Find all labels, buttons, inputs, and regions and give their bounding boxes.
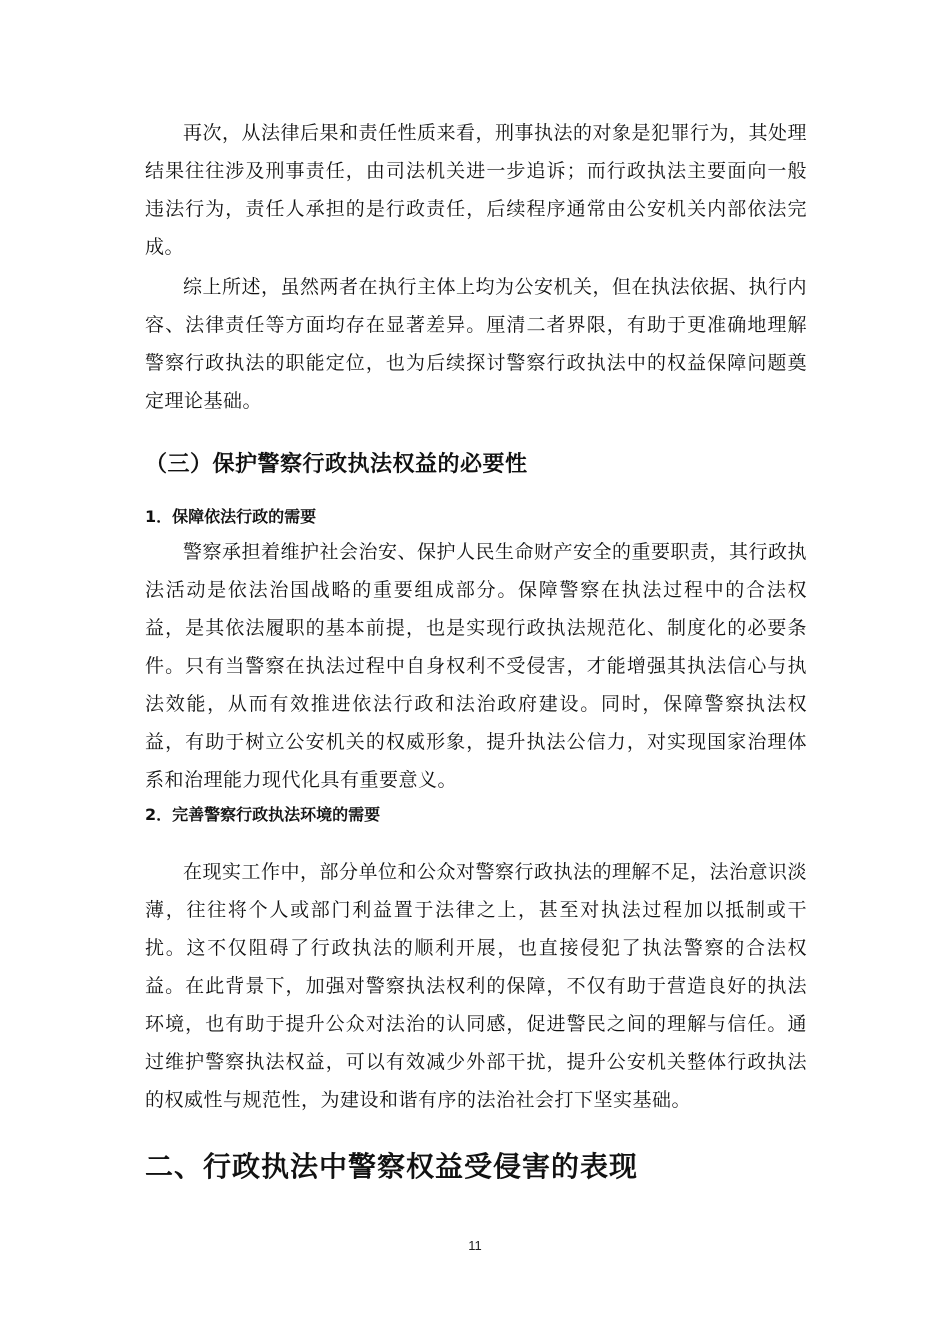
- chapter-heading: 二、行政执法中警察权益受侵害的表现: [145, 1150, 639, 1183]
- body-paragraph: 再次，从法律后果和责任性质来看，刑事执法的对象是犯罪行为，其处理结果往往涉及刑事责任，由司法机关进一步追诉；而行政执法主要面向一般违法行为，责任人承担的是行政责任，后续程序通常由公安机关内部依法完成。: [145, 122, 808, 258]
- subsection-heading: 2．完善警察行政执法环境的需要: [145, 805, 381, 824]
- body-paragraph: 在现实工作中，部分单位和公众对警察行政执法的理解不足，法治意识淡薄，往往将个人或部门利益置于法律之上，甚至对执法过程加以抵制或干扰。这不仅阻碍了行政执法的顺利开展，也直接侵犯了执法警察的合法权益。在此背景下，加强对警察执法权利的保障，不仅有助于营造良好的执法环境，也有助于提升公众对法治的认同感，促进警民之间的理解与信任。通过维护警察执法权益，可以有效减少外部干扰，提升公安机关整体行政执法的权威性与规范性，为建设和谐有序的法治社会打下坚实基础。: [145, 861, 808, 1111]
- body-paragraph: 警察承担着维护社会治安、保护人民生命财产安全的重要职责，其行政执法活动是依法治国战略的重要组成部分。保障警察在执法过程中的合法权益，是其依法履职的基本前提，也是实现行政执法规范化、制度化的必要条件。只有当警察在执法过程中自身权利不受侵害，才能增强其执法信心与执法效能，从而有效推进依法行政和法治政府建设。同时，保障警察执法权益，有助于树立公安机关的权威形象，提升执法公信力，对实现国家治理体系和治理能力现代化具有重要意义。: [145, 541, 808, 791]
- subsection-heading: 1．保障依法行政的需要: [145, 507, 317, 526]
- page-content: [145, 114, 807, 1187]
- body-paragraph: 综上所述，虽然两者在执行主体上均为公安机关，但在执法依据、执行内容、法律责任等方面均存在显著差异。厘清二者界限，有助于更准确地理解警察行政执法的职能定位，也为后续探讨警察行政执法中的权益保障问题奠定理论基础。: [145, 276, 808, 412]
- page-number: 11: [468, 1238, 482, 1253]
- section-heading: （三）保护警察行政执法权益的必要性: [145, 452, 528, 477]
